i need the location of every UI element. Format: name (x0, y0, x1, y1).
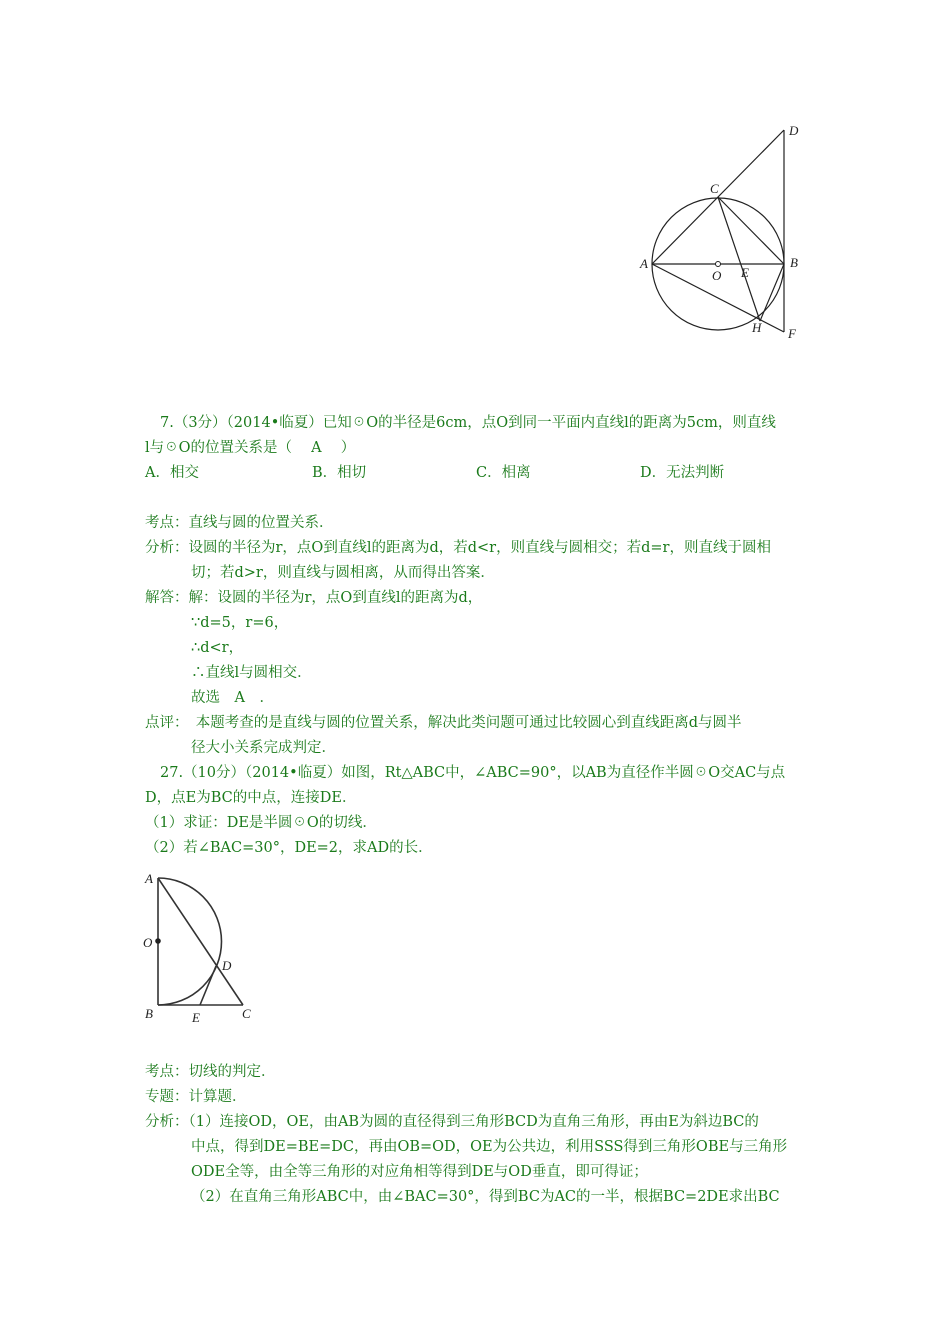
q7-option-b: B．相切 (312, 465, 367, 481)
label-C: C (710, 181, 719, 196)
q27-fenxi-4: （2）在直角三角形ABC中，由∠BAC=30°，得到BC为AC的一半，根据BC=2DE求出BC (191, 1189, 780, 1205)
q7-option-a: A．相交 (145, 465, 199, 481)
label-E: E (741, 265, 749, 280)
q27-fenxi-3: ODE全等，由全等三角形的对应角相等得到DE与OD垂直，即可得证； (191, 1164, 648, 1180)
label-D: D (789, 123, 799, 138)
q7-jieda-4: ∴直线l与圆相交． (191, 665, 312, 681)
q7-jieda-5: 故选 A ． (191, 690, 274, 706)
label-O: O (712, 268, 722, 283)
label-E: E (192, 1010, 200, 1025)
q7-option-d: D．无法判断 (640, 465, 725, 481)
label-A: A (640, 256, 648, 271)
q27-kaodian: 考点：切线的判定． (145, 1064, 276, 1080)
q27-line2: D，点E为BC的中点，连接DE． (145, 790, 357, 806)
semicircle-figure-2 (138, 866, 268, 1028)
q27-fenxi-2: 中点，得到DE=BE=DC，再由OB=OD，OE为公共边，利用SSS得到三角形OBE与三角形 (191, 1139, 788, 1155)
label-C: C (242, 1006, 251, 1021)
q7-line1: 7.（3分）（2014•临夏）已知☉O的半径是6cm，点O到同一平面内直线l的距离为5cm，则直线 (160, 415, 776, 431)
label-A: A (145, 871, 153, 886)
label-B: B (145, 1006, 153, 1021)
label-O: O (143, 935, 153, 950)
q27-part2: （2）若∠BAC=30°，DE=2，求AD的长． (145, 840, 433, 856)
label-H: H (752, 320, 762, 335)
label-B: B (790, 255, 798, 270)
q7-jieda-2: ∵d=5，r=6， (191, 615, 289, 631)
q7-dianping-2: 径大小关系完成判定． (191, 740, 336, 756)
circle-figure-1 (630, 118, 820, 348)
q27-zhuanti: 专题：计算题． (145, 1089, 247, 1105)
q27-part1: （1）求证：DE是半圆☉O的切线． (145, 815, 377, 831)
q7-dianping-1: 点评： 本题考查的是直线与圆的位置关系，解决此类问题可通过比较圆心到直线距离d与圆半 (145, 715, 742, 731)
label-D: D (222, 958, 232, 973)
q7-line2: l与☉O的位置关系是（ A ） (145, 440, 356, 456)
q27-line1: 27.（10分）（2014•临夏）如图，Rt△ABC中，∠ABC=90°，以AB为直径作半圆☉O交AC与点 (160, 765, 786, 781)
q7-option-c: C．相离 (476, 465, 531, 481)
q7-fenxi-1: 分析：设圆的半径为r，点O到直线l的距离为d，若d<r，则直线与圆相交；若d=r，则直线于圆相 (145, 540, 771, 556)
q27-fenxi-1: 分析：（1）连接OD，OE，由AB为圆的直径得到三角形BCD为直角三角形，再由E为斜边BC的 (145, 1114, 759, 1130)
q7-jieda-1: 解答：解：设圆的半径为r，点O到直线l的距离为d， (145, 590, 483, 606)
q7-fenxi-2: 切；若d>r，则直线与圆相离，从而得出答案． (191, 565, 495, 581)
label-F: F (788, 326, 796, 341)
q7-kaodian: 考点：直线与圆的位置关系． (145, 515, 334, 531)
q7-jieda-3: ∴d<r， (191, 640, 244, 656)
